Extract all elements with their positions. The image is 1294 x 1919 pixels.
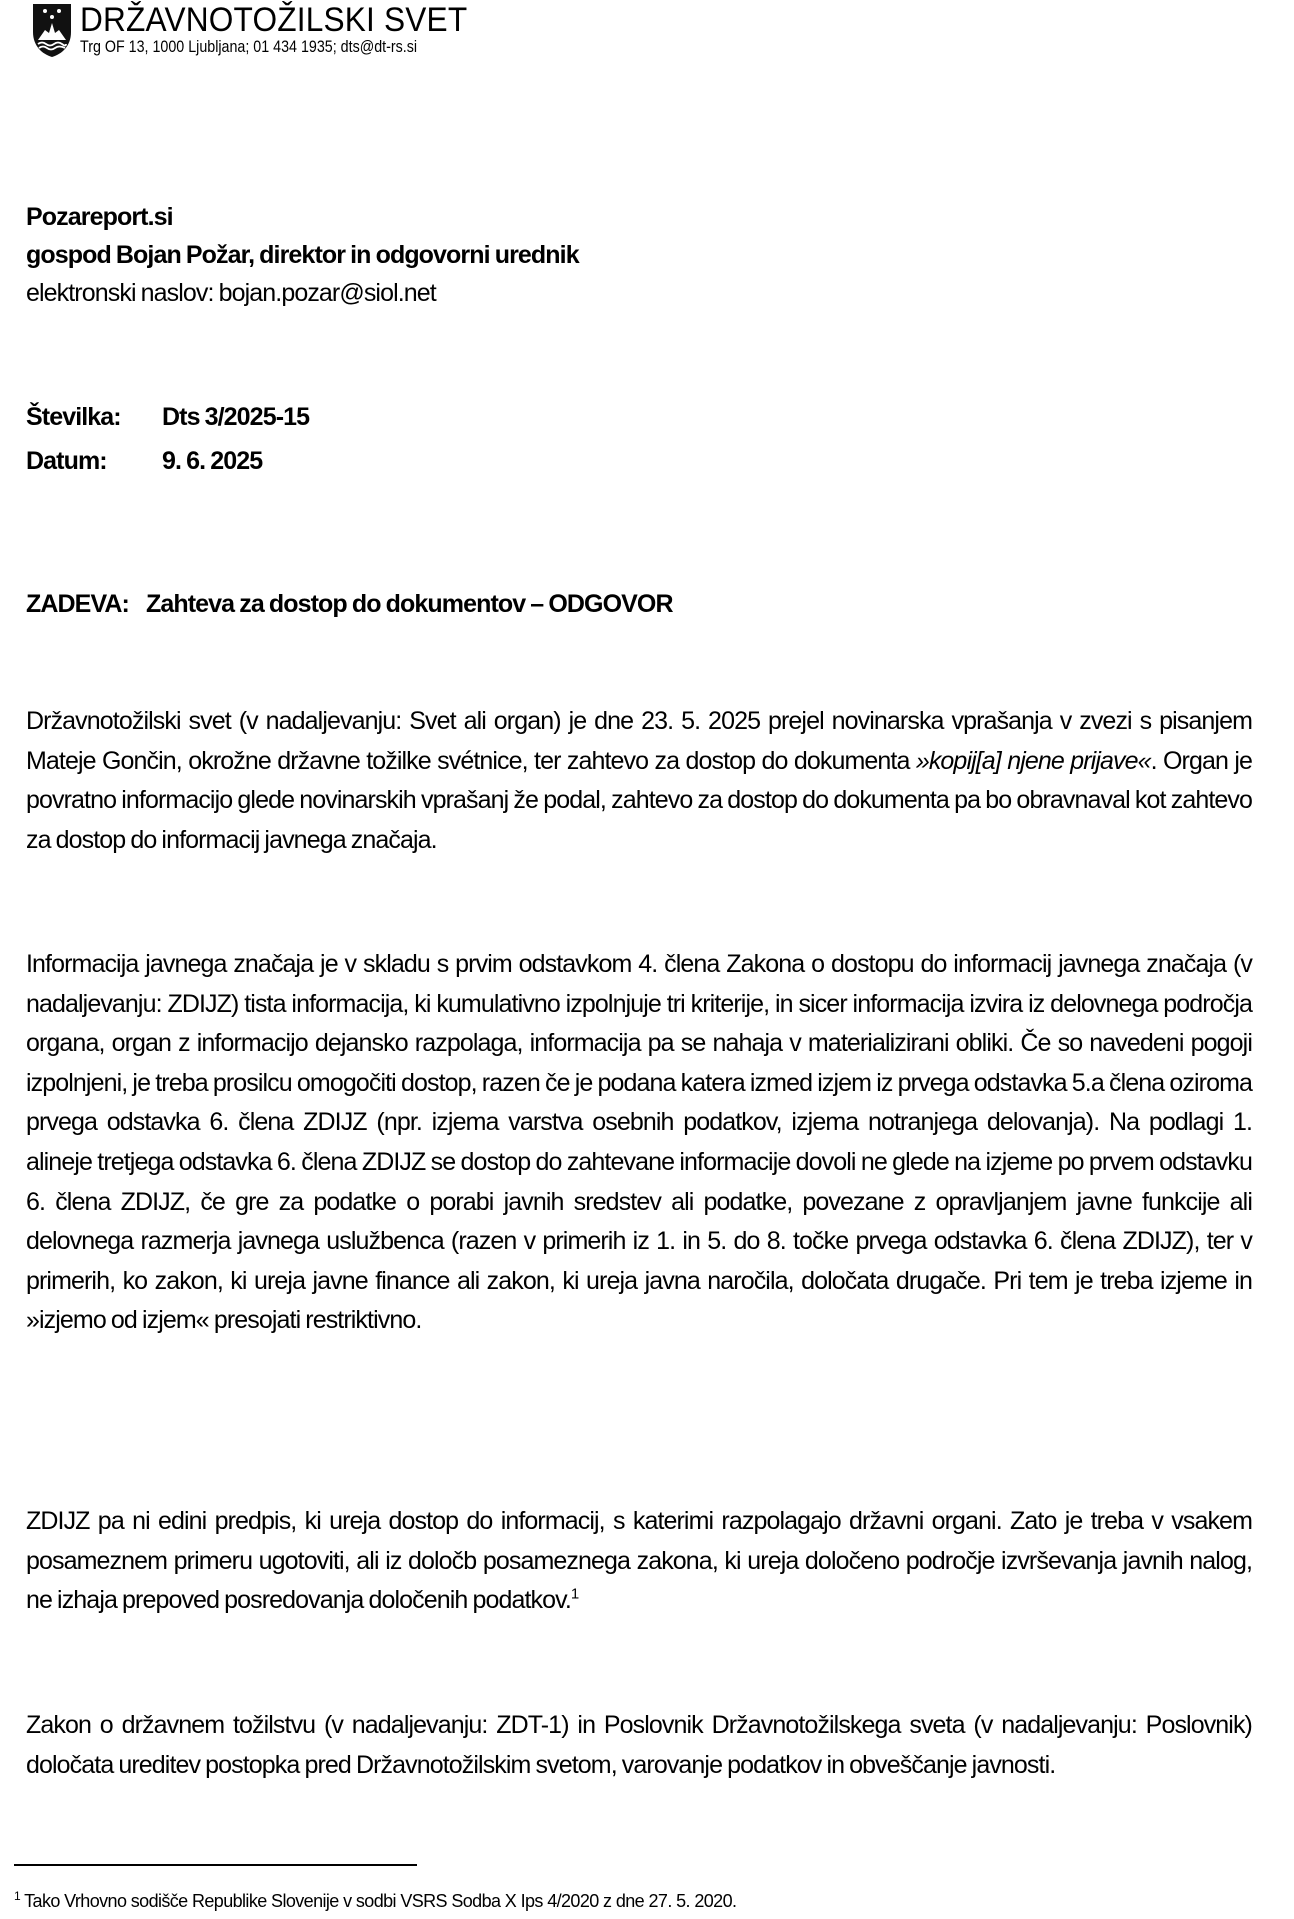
coat-of-arms-icon	[30, 2, 74, 58]
paragraph-2	[26, 945, 1252, 1341]
paragraph-1	[26, 702, 1252, 860]
paragraph-3-text: ZDIJZ pa ni edini predpis, ki ureja dostop do informacij, s katerimi razpolagajo državni organi. Zato je treba v vsakem posameznem primeru ugotoviti, ali iz določb posameznega zakona, ki ureja določeno področje izvrševanja javnih nalog, ne izhaja prepoved posredovanja določenih podatkov.	[26, 1507, 1252, 1615]
subject-text: Zahteva za dostop do dokumentov – ODGOVOR	[146, 590, 673, 618]
footnote-text: Tako Vrhovno sodišče Republike Slovenije v sodbi VSRS Sodba X Ips 4/2020 z dne 27. 5. 2020.	[24, 1891, 737, 1911]
footnote-separator	[14, 1864, 417, 1866]
date-label: Datum:	[26, 447, 107, 475]
subject-line	[26, 584, 673, 624]
number-label: Številka:	[26, 403, 121, 431]
recipient-email: elektronski naslov: bojan.pozar@siol.net	[26, 279, 436, 307]
recipient-person: gospod Bojan Požar, direktor in odgovorni urednik	[26, 241, 579, 269]
letterhead	[30, 2, 496, 62]
paragraph-1-quote: »kopij[a] njene prijave«	[915, 746, 1151, 775]
paragraph-3	[26, 1502, 1252, 1621]
recipient-block	[26, 198, 579, 312]
number-value: Dts 3/2025-15	[162, 403, 310, 431]
paragraph-2-text: Informacija javnega značaja je v skladu s prvim odstavkom 4. člena Zakona o dostopu do informacij javnega značaja (v nadaljevanju: ZDIJZ) tista informacija, ki kumulativno izpolnjuje tri kriterije, in sicer informacija izvira iz delovnega področja organa, organ z informacijo dejansko razpolaga, informacija pa se nahaja v materializirani obliki. Če so navedeni pogoji izpolnjeni, je treba prosilcu omogočiti dostop, razen če je podana katera izmed izjem iz prvega odstavka 5.a člena oziroma prvega odstavka 6. člena ZDIJZ (npr. izjema varstva osebnih podatkov, izjema notranjega delovanja). Na podlagi 1. alineje tretjega odstavka 6. člena ZDIJZ se dostop do zahtevane informacije dovoli ne glede na izjeme po prvem odstavku 6. člena ZDIJZ, če gre za podatke o porabi javnih sredstev ali podatke, povezane z opravljanjem javne funkcije ali delovnega razmerja javnega uslužbenca (razen v primerih iz 1. in 5. do 8. točke prvega odstavka 6. člena ZDIJZ), ter v primerih, ko zakon, ki ureja javne finance ali zakon, ki ureja javna naročila, določata drugače. Pri tem je treba izjeme in »izjemo od izjem« presojati restriktivno.	[26, 950, 1252, 1335]
organization-address: Trg OF 13, 1000 Ljubljana; 01 434 1935; dts@dt-rs.si	[80, 37, 418, 56]
footnote-reference[interactable]: 1	[570, 1585, 579, 1603]
footnote-number: 1	[14, 1889, 21, 1903]
document-meta	[26, 395, 309, 483]
organization-name: DRŽAVNOTOŽILSKI SVET	[80, 1, 468, 39]
paragraph-4	[26, 1706, 1252, 1785]
footnote	[14, 1890, 736, 1912]
subject-label: ZADEVA:	[26, 590, 129, 618]
date-value: 9. 6. 2025	[162, 447, 263, 475]
paragraph-1-text-a: Državnotožilski svet (v nadaljevanju: Svet ali organ) je dne 23. 5. 2025 prejel novinarska vprašanja v zvezi s pisanjem Mateje Gončin, okrožne državne tožilke svétnice, ter zahtevo za dostop do dokumenta	[26, 707, 1252, 775]
recipient-organization: Pozareport.si	[26, 203, 173, 231]
paragraph-1-text-b: . Organ je povratno informacijo glede novinarskih vprašanj že podal, zahtevo za dostop do dokumenta pa bo obravnaval kot zahtevo za dostop do informacij javnega značaja.	[26, 746, 1253, 854]
paragraph-4-text: Zakon o državnem tožilstvu (v nadaljevanju: ZDT-1) in Poslovnik Državnotožilskega sveta (v nadaljevanju: Poslovnik) določata ureditev postopka pred Državnotožilskim svetom, varovanje podatkov in obveščanje javnosti.	[26, 1711, 1252, 1779]
